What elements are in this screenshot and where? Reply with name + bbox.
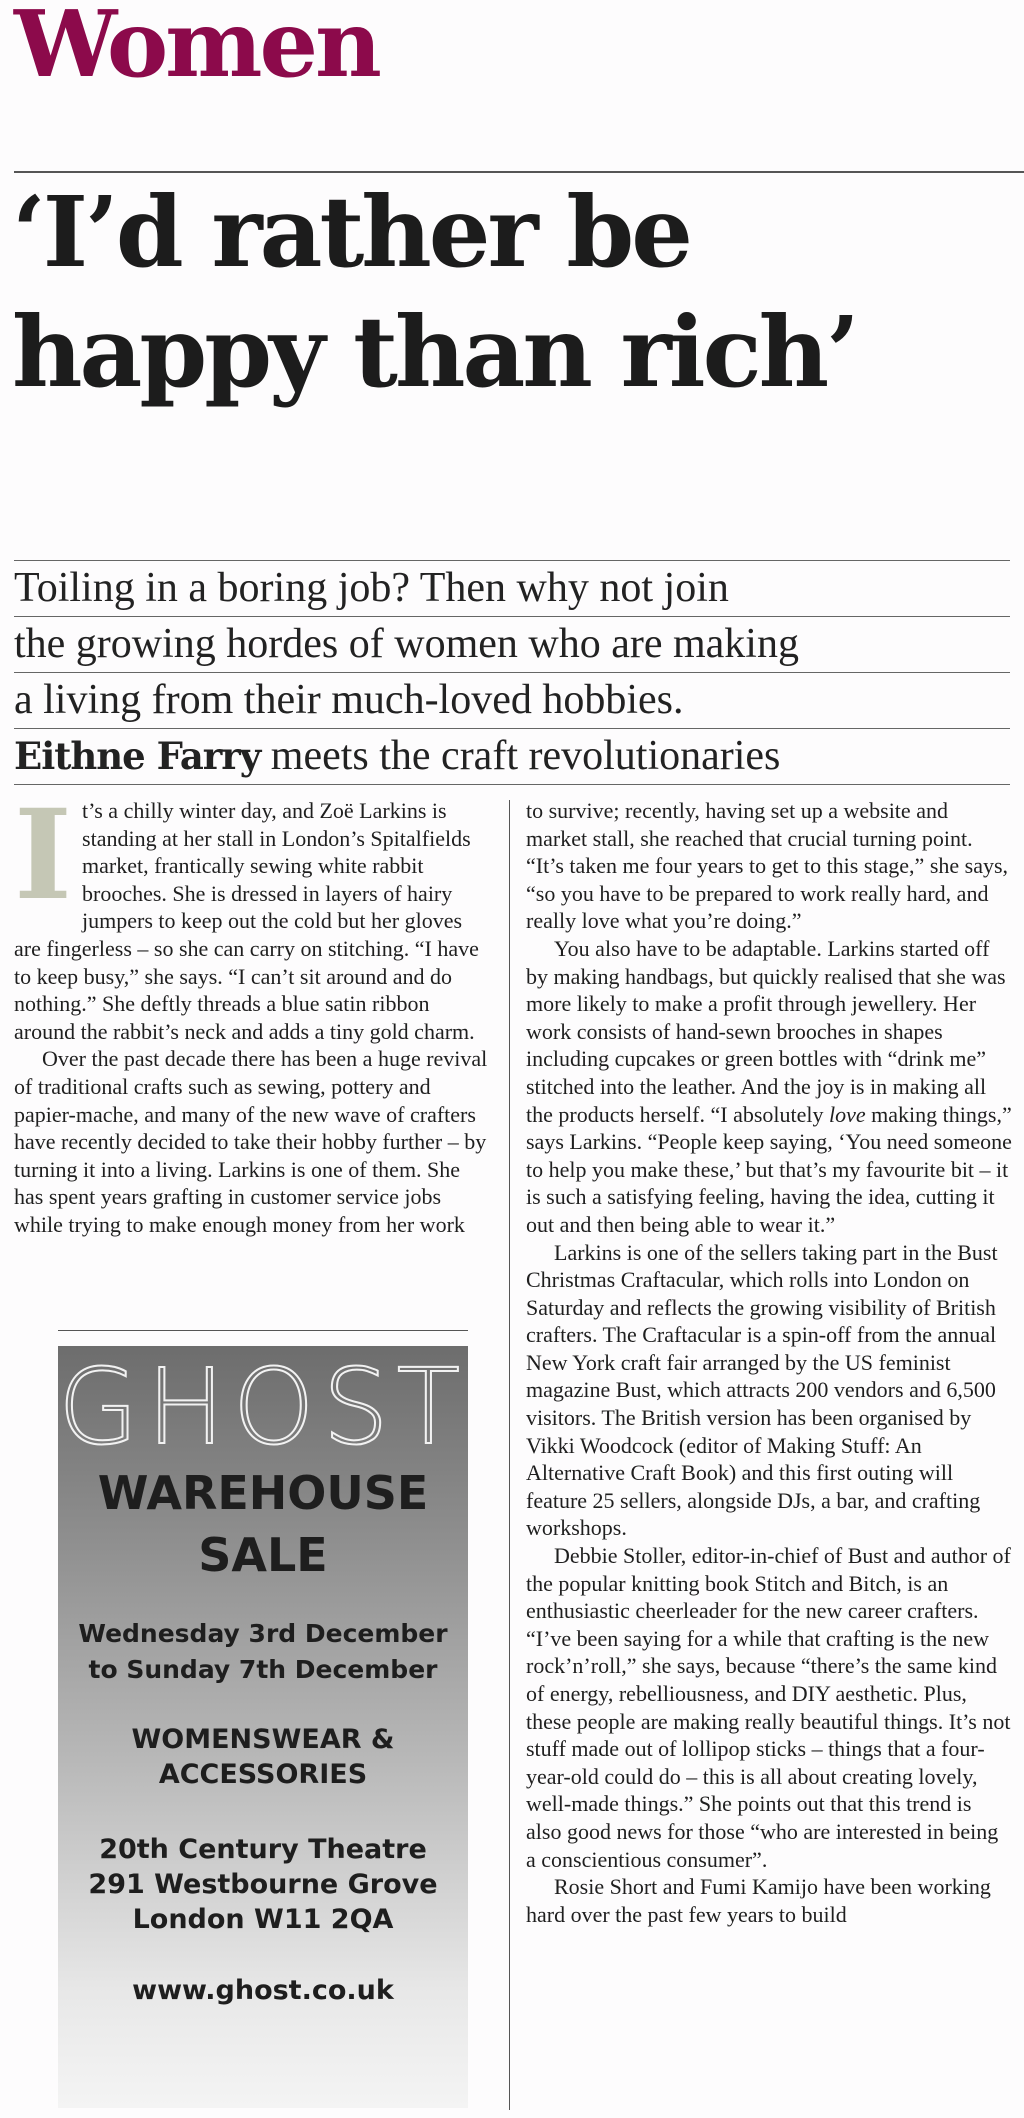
advert-address-line: London W11 2QA bbox=[132, 1904, 394, 1935]
advert-dept-line: ACCESSORIES bbox=[158, 1759, 368, 1790]
article-emphasis: love bbox=[829, 1101, 866, 1127]
article-column-2 bbox=[526, 797, 1012, 1928]
ghost-advertisement[interactable] bbox=[58, 1346, 468, 2108]
article-paragraph: Rosie Short and Fumi Kamijo have been working hard over the past few years to build bbox=[526, 1874, 991, 1927]
drop-cap: I bbox=[14, 783, 73, 928]
advert-dept-line: WOMENSWEAR & bbox=[131, 1724, 395, 1755]
headline-line-1: ‘I’d rather be bbox=[12, 175, 690, 289]
advert-address bbox=[58, 1832, 468, 1937]
standfirst bbox=[14, 560, 1010, 785]
byline-text: meets the craft revolutionaries bbox=[270, 733, 781, 779]
byline bbox=[14, 728, 1010, 785]
advert-dates bbox=[58, 1616, 468, 1688]
article-paragraph: Over the past decade there has been a huge revival of traditional crafts such as sewing, pottery and papier-mache, and many of the new wave of crafters have recently decided to take their hobby further – by turning it into a living. Larkins is one of them. She has spent years grafting in customer service jobs while trying to make enough money from her work bbox=[14, 1046, 488, 1237]
article-column-1 bbox=[14, 783, 494, 1239]
article-text: You also have to be adaptable. Larkins started off by making handbags, but quickly realised that she was more likely to make a profit through jewellery. Her work consists of hand-sewn brooches in shapes including cupcakes or green bottles with “drink me” stitched into the leather. And the joy is in making all the products herself. “I absolutely bbox=[526, 935, 1006, 1127]
article-paragraph: Debbie Stoller, editor-in-chief of Bust and author of the popular knitting book Stitch and Bitch, is an enthusiastic cheerleader for the new career crafters. “I’ve been saying for a while that crafting is the new rock’n’roll,” she says, because “there’s the same kind of energy, rebelliousness, and DIY aesthetic. Plus, these people are making really beautiful things. It’s not stuff made out of lollipop sticks – things that a four-year-old could do – this is all about creating lovely, well-made things.” She points out that this trend is also good news for those “who are interested in being a conscientious consumer”. bbox=[526, 1543, 1011, 1872]
advert-date-line: to Sunday 7th December bbox=[88, 1655, 438, 1684]
byline-author: Eithne Farry bbox=[14, 734, 261, 778]
article-paragraph bbox=[526, 935, 1012, 1239]
headline-line-2: happy than rich’ bbox=[12, 295, 857, 409]
article-paragraph: to survive; recently, having set up a website and market stall, she reached that crucial turning point. “It’s taken me four years to get to this stage,” she says, “so you have to be prepared to work really hard, and really love what you’re doing.” bbox=[526, 798, 1009, 934]
advert-date-line: Wednesday 3rd December bbox=[78, 1619, 448, 1648]
article-text: making things,” says Larkins. “People keep saying, ‘You need someone to help you make these,’ but that’s my favourite bit – it is such a satisfying feeling, having the idea, cutting it out and then being able to wear it.” bbox=[526, 1101, 1012, 1237]
standfirst-line-1: Toiling in a boring job? Then why not join bbox=[14, 560, 1010, 616]
standfirst-line-2: the growing hordes of women who are making bbox=[14, 616, 1010, 672]
advert-headline-line: SALE bbox=[198, 1528, 328, 1582]
article-paragraph: t’s a chilly winter day, and Zoë Larkins is standing at her stall in London’s Spitalfields market, frantically sewing white rabbit brooches. She is dressed in layers of hairy jumpers to keep out the cold but her gloves are fingerless – so she can carry on stitching. “I have to keep busy,” she says. “I can’t sit around and do nothing.” She deftly threads a blue satin ribbon around the rabbit’s neck and adds a tiny gold charm. bbox=[14, 798, 479, 1044]
standfirst-line-3: a living from their much-loved hobbies. bbox=[14, 672, 1010, 728]
advert-rule bbox=[58, 1330, 468, 1331]
section-title: Women bbox=[14, 0, 379, 98]
ghost-logo-text: GHOST bbox=[58, 1346, 469, 1468]
advert-headline bbox=[58, 1462, 468, 1586]
article-paragraph: Larkins is one of the sellers taking part in the Bust Christmas Craftacular, which rolls into London on Saturday and reflects the growing visibility of British crafters. The Craftacular is a spin-off from the annual New York craft fair arranged by the US feminist magazine Bust, which attracts 200 vendors and 6,500 visitors. The British version has been organised by Vikki Woodcock (editor of Making Stuff: An Alternative Craft Book) and this first outing will feature 25 sellers, alongside DJs, a bar, and crafting workshops. bbox=[526, 1239, 998, 1541]
headline bbox=[12, 172, 1012, 412]
column-divider bbox=[509, 800, 510, 2110]
ghost-logo bbox=[58, 1346, 469, 1468]
advert-address-line: 291 Westbourne Grove bbox=[88, 1869, 438, 1900]
advert-headline-line: WAREHOUSE bbox=[97, 1466, 429, 1520]
advert-url-link[interactable]: www.ghost.co.uk bbox=[132, 1975, 394, 2006]
advert-address-line: 20th Century Theatre bbox=[99, 1834, 427, 1865]
advert-departments bbox=[58, 1722, 468, 1792]
